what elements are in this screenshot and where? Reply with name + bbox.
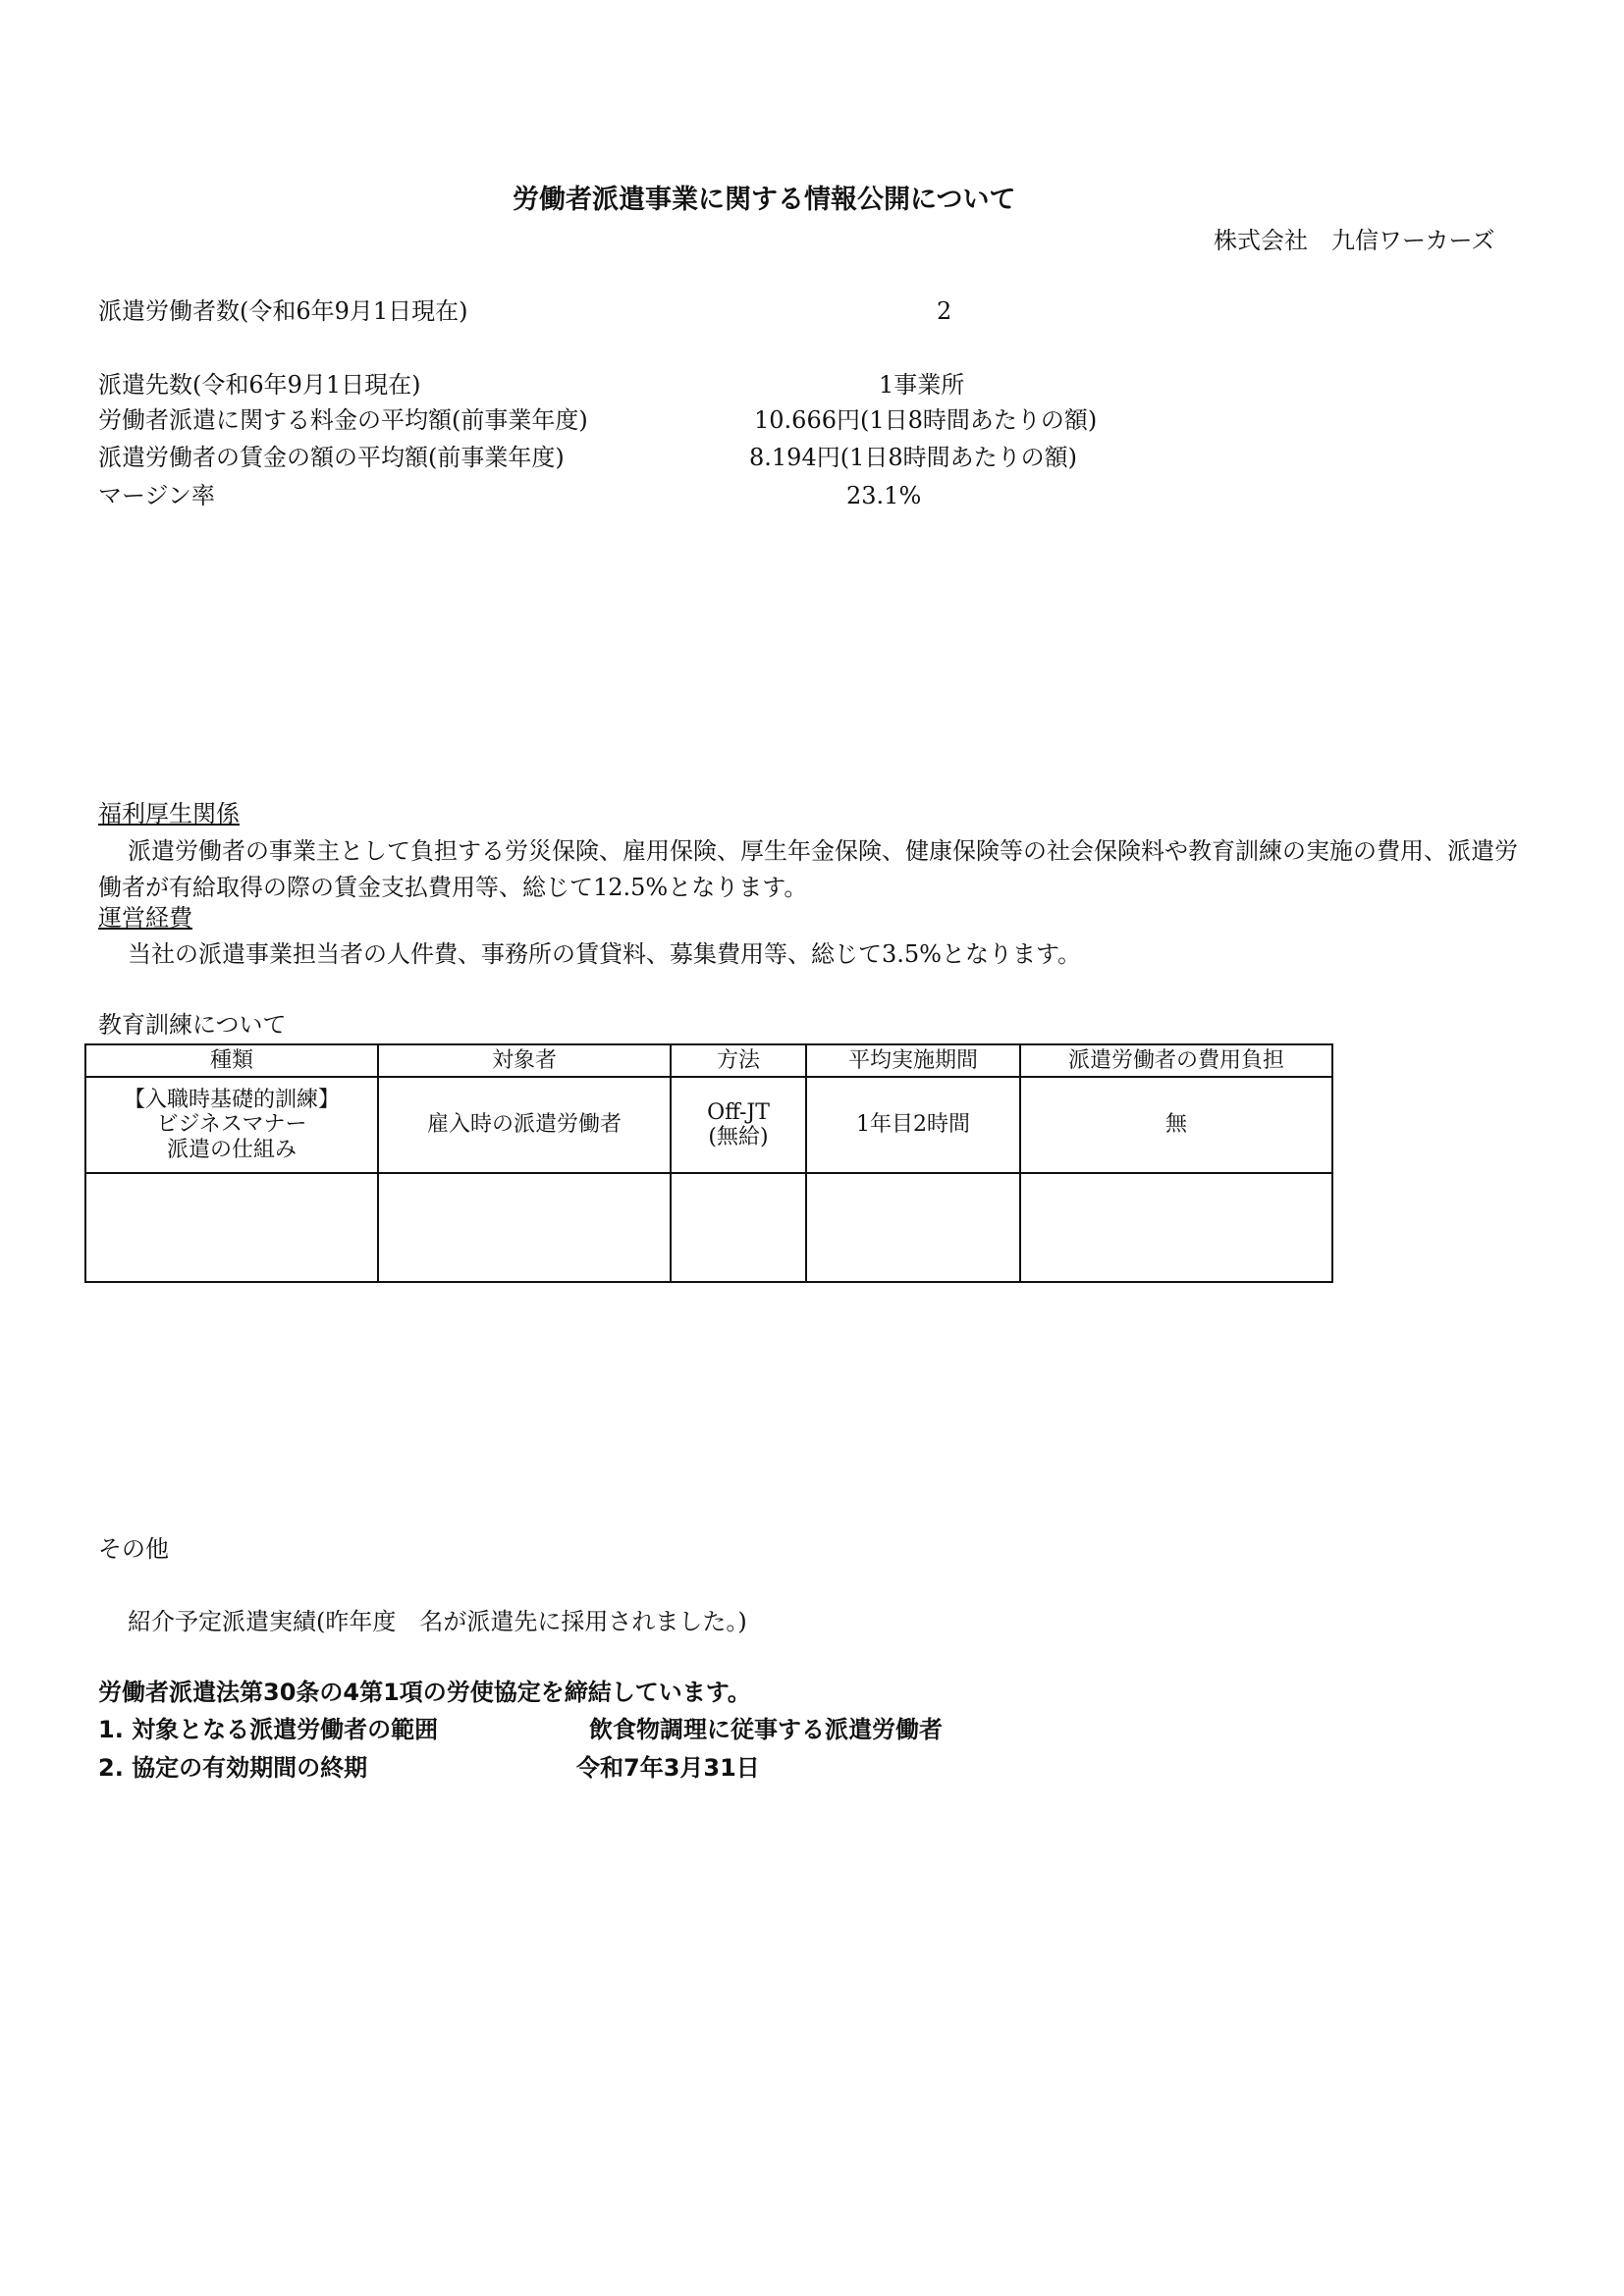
column-header-period: 平均実施期間 (806, 1044, 1020, 1077)
cell-type-line: 派遣の仕組み (166, 1137, 297, 1162)
cell-type-line: 【入職時基礎的訓練】 (123, 1088, 340, 1113)
page-title: 労働者派遣事業に関する情報公開について (513, 185, 1016, 215)
column-header-type: 種類 (85, 1044, 378, 1077)
other-text: 紹介予定派遣実績(昨年度 名が派遣先に採用されました。) (128, 1608, 747, 1635)
column-header-method: 方法 (671, 1044, 806, 1077)
welfare-text: 派遣労働者の事業主として負担する労災保険、雇用保険、厚生年金保険、健康保険等の社会保険料や教育訓練の実施の費用、派遣労働者が有給取得の際の賃金支払費用等、総じて12.5%となります。 (98, 837, 1518, 901)
table-row-empty (85, 1173, 1332, 1282)
table-row (85, 1077, 1332, 1173)
cell-empty (85, 1173, 378, 1282)
welfare-heading: 福利厚生関係 (98, 800, 240, 828)
stat-value-wage: 8.194円(1日8時間あたりの額) (749, 444, 1077, 471)
stat-value-clients: 1事業所 (879, 371, 965, 399)
operations-heading: 運営経費 (98, 904, 192, 932)
operations-text: 当社の派遣事業担当者の人件費、事務所の賃貸料、募集費用等、総じて3.5%となります。 (128, 940, 1082, 968)
cell-target: 雇入時の派遣労働者 (378, 1077, 671, 1173)
stat-label-workers: 派遣労働者数(令和6年9月1日現在) (98, 297, 468, 325)
column-header-target: 対象者 (378, 1044, 671, 1077)
cell-cost: 無 (1020, 1077, 1332, 1173)
cell-empty (806, 1173, 1020, 1282)
cell-type (85, 1077, 378, 1173)
agreement-item1-value: 飲食物調理に従事する派遣労働者 (589, 1716, 943, 1743)
cell-method (671, 1077, 806, 1173)
agreement-heading: 労働者派遣法第30条の4第1項の労使協定を締結しています。 (98, 1679, 751, 1706)
training-table (84, 1043, 1333, 1283)
stat-value-margin: 23.1% (846, 482, 922, 509)
column-header-cost: 派遣労働者の費用負担 (1020, 1044, 1332, 1077)
cell-period: 1年目2時間 (806, 1077, 1020, 1173)
stat-value-workers: 2 (937, 297, 952, 325)
cell-empty (671, 1173, 806, 1282)
cell-empty (378, 1173, 671, 1282)
agreement-item2-value: 令和7年3月31日 (576, 1754, 760, 1782)
cell-empty (1020, 1173, 1332, 1282)
company-name: 株式会社 九信ワーカーズ (1214, 227, 1495, 254)
stat-label-wage: 派遣労働者の賃金の額の平均額(前事業年度) (98, 444, 565, 471)
table-header-row (85, 1044, 1332, 1077)
cell-method-line: Off-JT (707, 1099, 770, 1125)
agreement-item1-label: 1. 対象となる派遣労働者の範囲 (98, 1716, 439, 1743)
agreement-item2-label: 2. 協定の有効期間の終期 (98, 1754, 368, 1782)
stat-value-fee: 10.666円(1日8時間あたりの額) (754, 406, 1098, 434)
stat-label-fee: 労働者派遣に関する料金の平均額(前事業年度) (98, 406, 588, 434)
cell-method-line: (無給) (708, 1125, 769, 1149)
training-heading: 教育訓練について (98, 1011, 287, 1039)
stat-label-clients: 派遣先数(令和6年9月1日現在) (98, 371, 421, 399)
other-heading: その他 (98, 1535, 169, 1563)
stat-label-margin: マージン率 (98, 482, 215, 509)
cell-type-line: ビジネスマナー (156, 1112, 307, 1138)
